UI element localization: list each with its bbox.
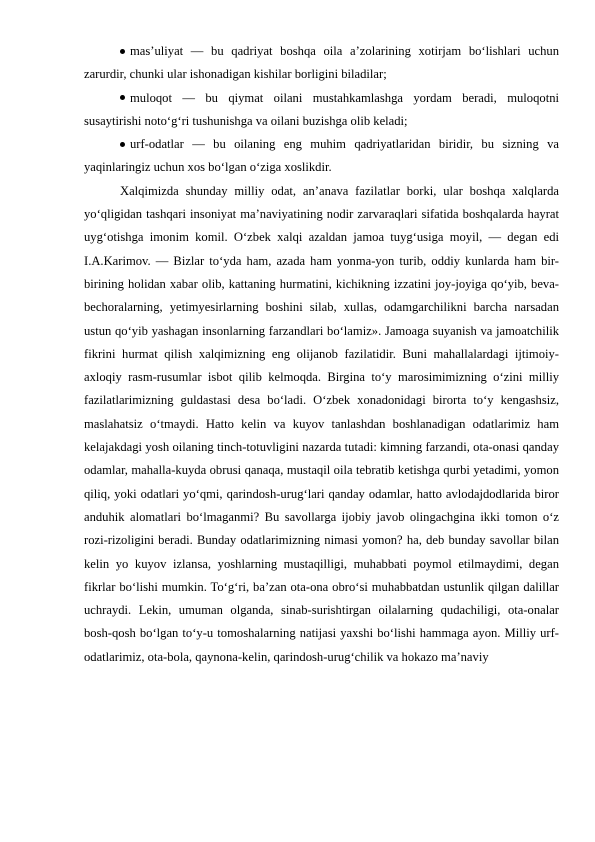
body-paragraph: Xalqimizda shunday milliy odat, an’anava fazilatlar borki, ular boshqa xalqlarda yo‘qligidan tashqari insoniyat ma’naviyatining nodir zarvaraqlari sifatida boshqalarda hayrat uyg‘otishga imonim komil. O‘zbek xalqi azaldan jamoa tuyg‘usiga moyil, — degan edi I.A.Karimov. — Bizlar to‘yda ham, azada ham yonma-yon turib, oddiy kunlarda ham bir-birining holidan xabar olib, kattaning hurmatini, kichikning izzatini joy-joyiga qo‘yib, beva-bechoralarning, yetimyesirlarning boshini silab, xullas, odamgarchilikni barcha narsadan ustun qo‘yib yashagan insonlarning farzandlari bo‘lamiz». Jamoaga suyanish va jamoatchilik fikrini hurmat qilish xalqimizning eng olijanob fazilatidir. Buni mahallalardagi ijtimoiy-axloqiy rasm-rusumlar isbot qilib kelmoqda. Birgina to‘y marosimimizning o‘zini milliy fazilatlarimizning guldastasi desa bo‘ladi. O‘zbek xonadonidagi birorta to‘y kengashsiz, maslahatsiz o‘tmaydi. Hatto kelin va kuyov tanlashdan boshlanadigan odatlarimiz ham kelajakdagi yosh oilaning tinch-totuvligini nazarda tutadi: kimning farzandi, ota-onasi qanday odamlar, mahalla-kuyda obrusi qanaqa, mustaqil oila tebratib ketishga qurbi yetadimi, yomon qiliq, yoki odatlari yo‘qmi, qarindosh-urug‘lari qanday odamlar, hatto avlodajdodlarida biror anduhik alomatlari bo‘lmaganmi? Bu savollarga ijobiy javob olingachgina ikki tomon o‘z rozi-rizoligini beradi. Bunday odatlarimizning nimasi yomon? ha, deb bunday savollar bilan kelin yo kuyov izlansa, yoshlarning mustaqilligi, muhabbati poymol etilmaydimi, degan fikrlar bo‘lishi mumkin. To‘g‘ri, ba’zan ota-ona obro‘si muhabbatdan ustunlik qilgan dalillar uchraydi. Lekin, umuman olganda, sinab-surishtirgan oilalarning qudachiligi, ota-onalar bosh-qosh bo‘lgan to‘y-u tomoshalarning natijasi yaxshi bo‘lishi hammaga ayon. Milliy urf-odatlarimiz, ota-bola, qaynona-kelin, qarindosh-urug‘chilik va hokazo ma’naviy (84, 183, 559, 664)
bullet-dot-icon (120, 142, 125, 147)
bullet-text: mas’uliyat — bu qadriyat boshqa oila a’zolarining xotirjam bo‘lishlari uchun zarurdir, chunki ular ishonadigan kishilar borligini biladilar; (84, 44, 559, 82)
bullet-item-responsibility (84, 40, 559, 87)
bullet-dot-icon (120, 49, 125, 54)
bullet-dot-icon (120, 95, 125, 100)
bullet-item-communication (84, 87, 559, 134)
bullet-text: muloqot — bu qiymat oilani mustahkamlashga yordam beradi, muloqotni susaytirishi noto‘g‘ri tushunishga va oilani buzishga olib keladi; (84, 90, 559, 128)
document-page (84, 40, 559, 669)
bullet-item-traditions (84, 133, 559, 180)
bullet-text: urf-odatlar — bu oilaning eng muhim qadriyatlaridan biridir, bu sizning va yaqinlaringiz uchun xos bo‘lgan o‘ziga xoslikdir. (84, 137, 559, 175)
